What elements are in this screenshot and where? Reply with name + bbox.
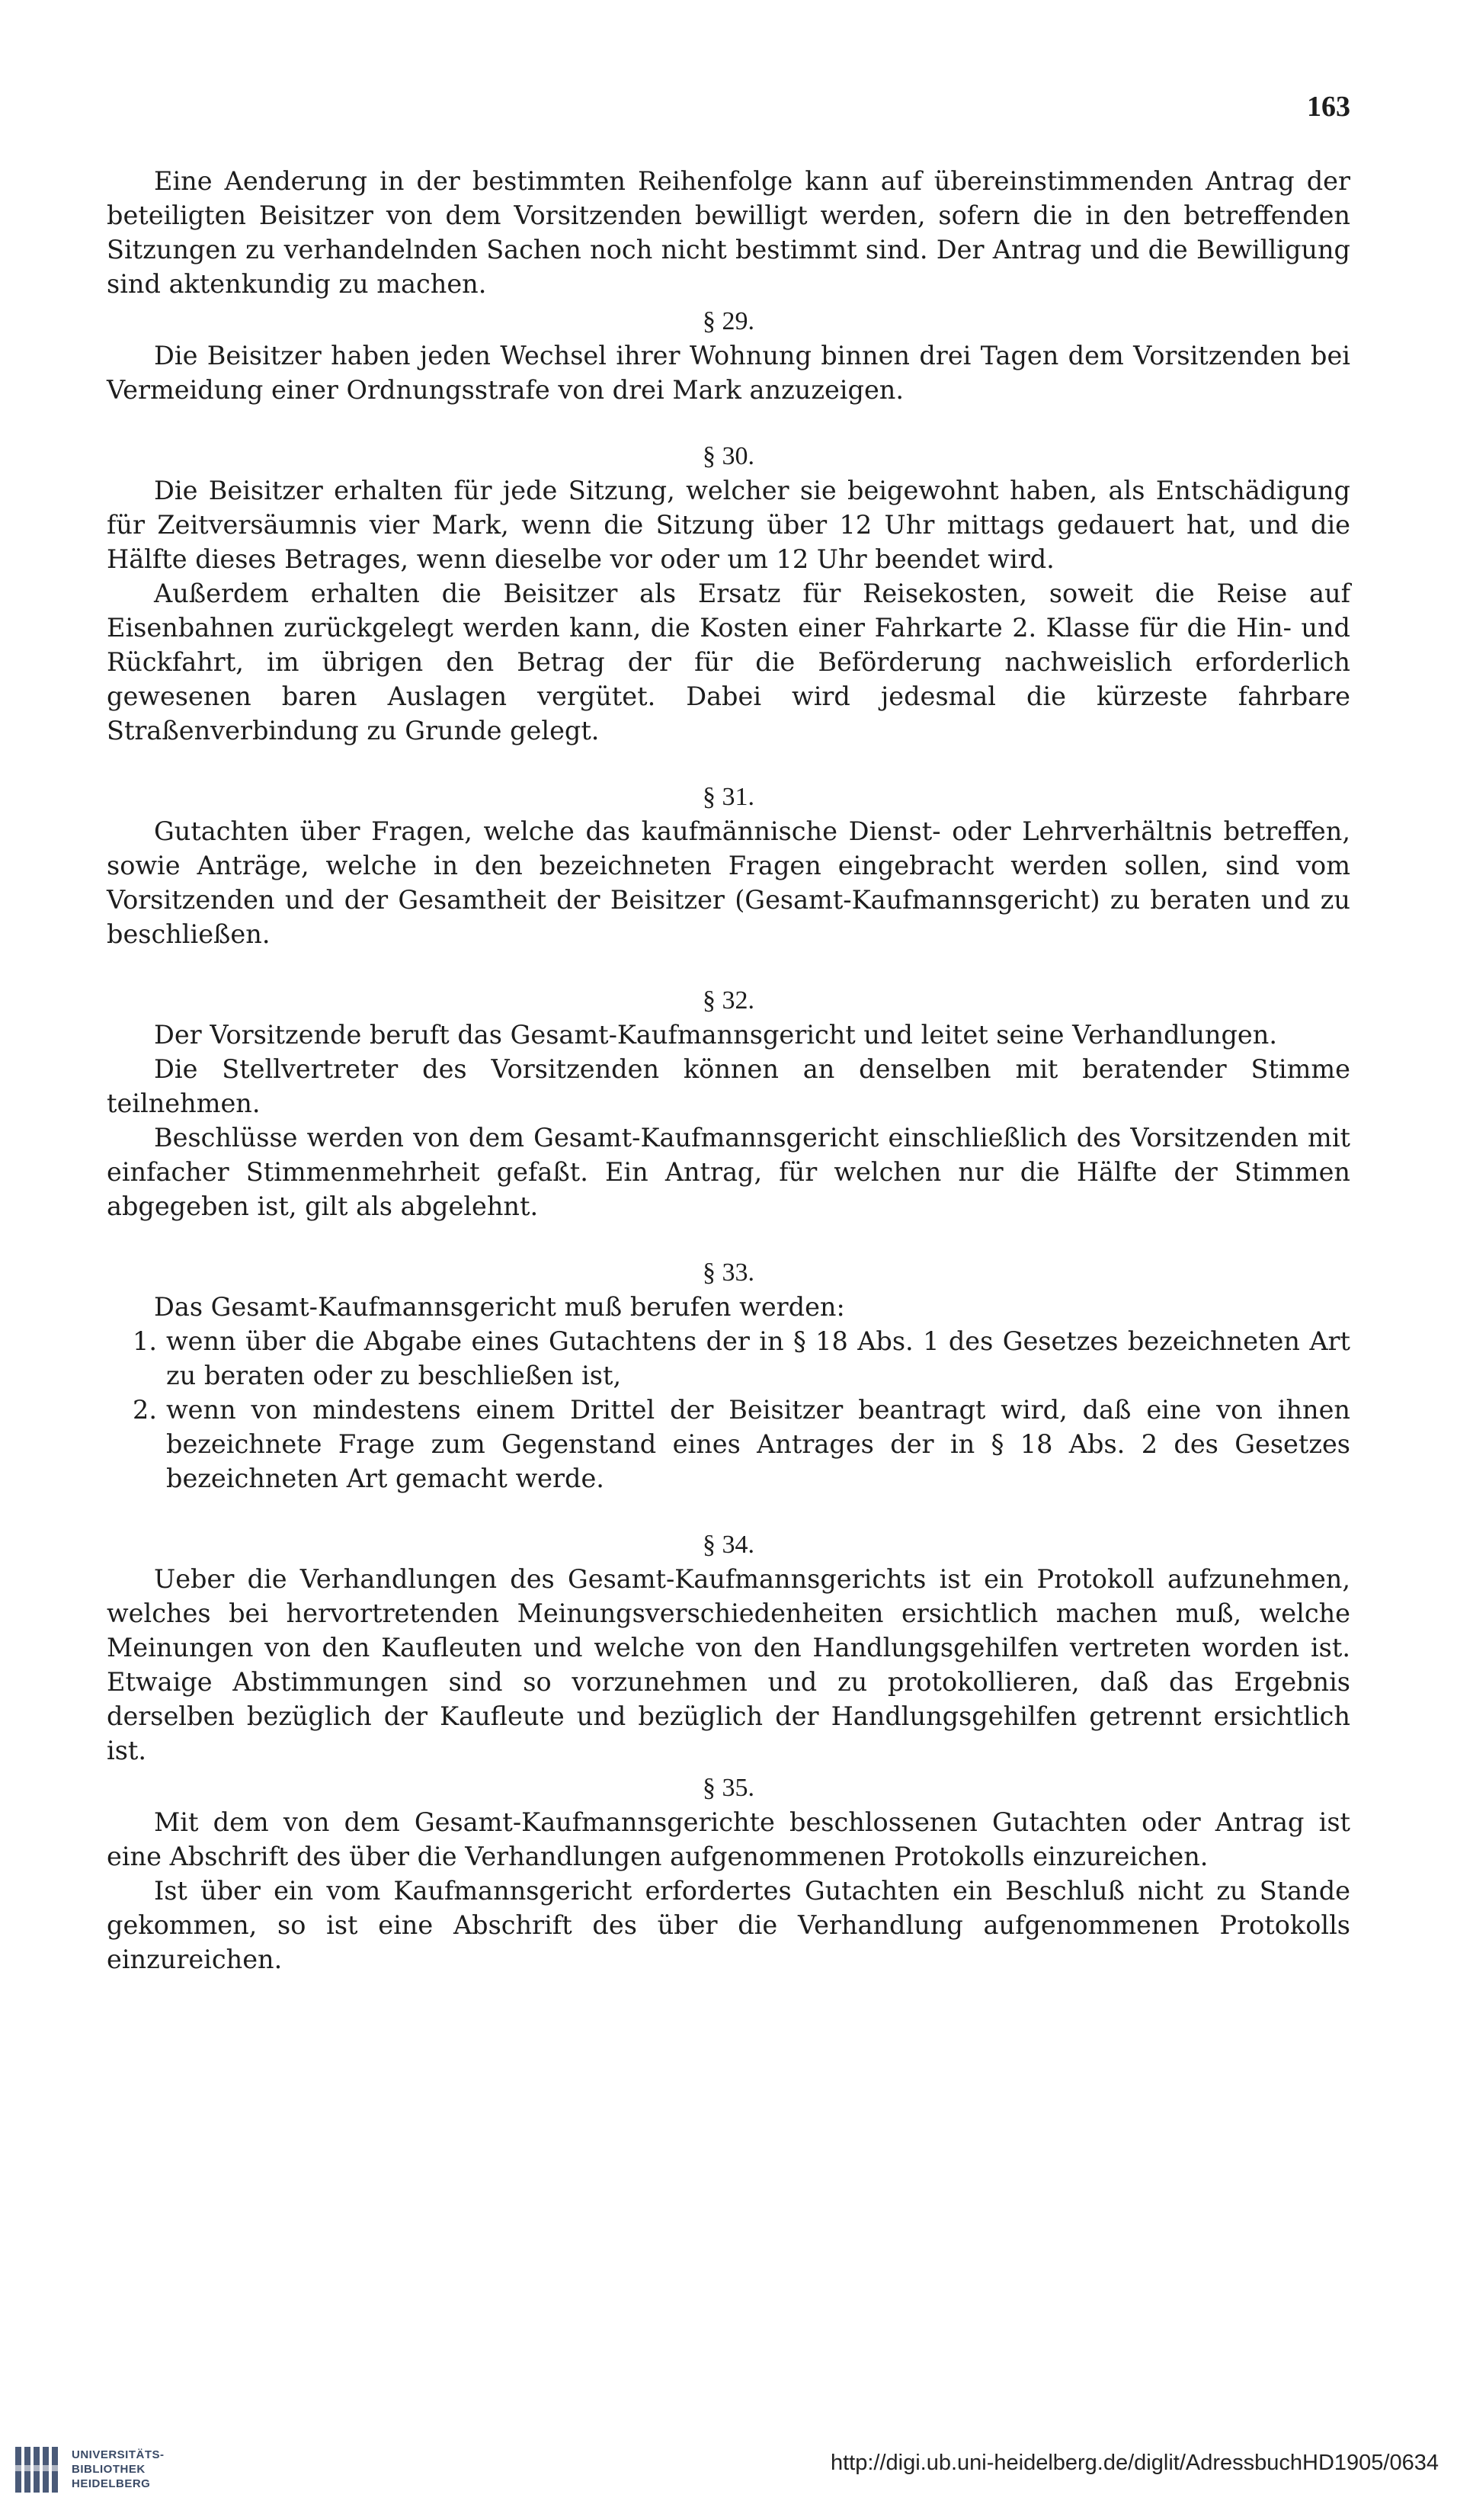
list-item-number: 1. <box>133 1326 157 1356</box>
list-item-number: 2. <box>133 1395 157 1425</box>
section-heading-32: § 32. <box>703 986 754 1015</box>
section-heading-29: § 29. <box>703 307 754 335</box>
body-paragraph: Ueber die Verhandlungen des Gesamt-Kaufmannsgerichts ist ein Protokoll aufzunehmen, welches bei hervortretenden Meinungsverschiedenheiten ersichtlich machen muß, welche Meinungen von den Kaufleuten und welche von den Handlungsgehilfen vertreten worden ist. Etwaige Abstimmungen sind so vorzunehmen und zu protokollieren, daß das Ergebnis derselben bezüglich der Kaufleute und bezüglich der Handlungsgehilfen getrennt ersichtlich ist. <box>107 1564 1350 1765</box>
section-heading-35: § 35. <box>703 1774 754 1802</box>
body-paragraph: Die Beisitzer erhalten für jede Sitzung, welcher sie beigewohnt haben, als Entschädigung für Zeitversäumnis vier Mark, wenn die Sitzung über 12 Uhr mittags gedauert hat, und die Hälfte dieses Betrages, wenn dieselbe vor oder um 12 Uhr beendet wird. <box>107 476 1350 574</box>
document-body <box>107 164 1350 1977</box>
library-logo <box>12 2437 218 2502</box>
section-heading-33: § 33. <box>703 1258 754 1287</box>
numbered-list <box>107 1324 1350 1496</box>
library-logo-text <box>72 2448 165 2491</box>
library-seal-icon <box>12 2442 64 2497</box>
logo-line: HEIDELBERG <box>72 2477 151 2490</box>
list-intro: Das Gesamt-Kaufmannsgericht muß berufen werden: <box>154 1292 845 1322</box>
body-paragraph: Mit dem von dem Gesamt-Kaufmannsgerichte beschlossenen Gutachten oder Antrag ist eine Abschrift des über die Verhandlungen aufgenommenen Protokolls einzureichen. <box>107 1807 1350 1871</box>
section-heading-30: § 30. <box>703 442 754 470</box>
body-paragraph: Gutachten über Fragen, welche das kaufmännische Dienst- oder Lehrverhältnis betreffen, sowie Anträge, welche in den bezeichneten Fragen eingebracht werden sollen, sind vom Vorsitzenden und der Gesamtheit der Beisitzer (Gesamt-Kaufmannsgericht) zu beraten und zu beschließen. <box>107 816 1350 949</box>
list-item-text: wenn über die Abgabe eines Gutachtens der in § 18 Abs. 1 des Gesetzes bezeichneten Art zu beraten oder zu beschließen ist, <box>166 1326 1350 1390</box>
body-paragraph: Ist über ein vom Kaufmannsgericht erfordertes Gutachten ein Beschluß nicht zu Stande gekommen, so ist eine Abschrift des über die Verhandlung aufgenommenen Protokolls einzureichen. <box>107 1876 1350 1974</box>
section-heading-31: § 31. <box>703 783 754 811</box>
source-url-link[interactable]: http://digi.ub.uni-heidelberg.de/diglit/AdressbuchHD1905/0634 <box>830 2451 1439 2475</box>
list-item-text: wenn von mindestens einem Drittel der Beisitzer beantragt wird, daß eine von ihnen bezeichnete Frage zum Gegenstand eines Antrages der in § 18 Abs. 2 des Gesetzes bezeichneten Art gemacht werde. <box>166 1395 1350 1493</box>
page-number: 163 <box>1307 91 1350 123</box>
logo-line: UNIVERSITÄTS- <box>72 2448 165 2461</box>
body-paragraph: Die Stellvertreter des Vorsitzenden können an denselben mit beratender Stimme teilnehmen. <box>107 1054 1350 1118</box>
list-item <box>107 1393 1350 1496</box>
body-paragraph: Eine Aenderung in der bestimmten Reihenfolge kann auf übereinstimmenden Antrag der beteiligten Beisitzer von dem Vorsitzenden bewilligt werden, sofern die in den betreffenden Sitzungen zu verhandelnden Sachen noch nicht bestimmt sind. Der Antrag und die Bewilligung sind aktenkundig zu machen. <box>107 166 1350 299</box>
body-paragraph: Beschlüsse werden von dem Gesamt-Kaufmannsgericht einschließlich des Vorsitzenden mit einfacher Stimmenmehrheit gefaßt. Ein Antrag, für welchen nur die Hälfte der Stimmen abgegeben ist, gilt als abgelehnt. <box>107 1123 1350 1221</box>
page-footer <box>0 2420 1457 2520</box>
list-item <box>107 1324 1350 1393</box>
section-heading-34: § 34. <box>703 1531 754 1559</box>
body-paragraph: Der Vorsitzende beruft das Gesamt-Kaufmannsgericht und leitet seine Verhandlungen. <box>154 1020 1277 1050</box>
logo-line: BIBLIOTHEK <box>72 2463 146 2476</box>
body-paragraph: Die Beisitzer haben jeden Wechsel ihrer Wohnung binnen drei Tagen dem Vorsitzenden bei Vermeidung einer Ordnungsstrafe von drei Mark anzuzeigen. <box>107 341 1350 405</box>
body-paragraph: Außerdem erhalten die Beisitzer als Ersatz für Reisekosten, soweit die Reise auf Eisenbahnen zurückgelegt werden kann, die Kosten einer Fahrkarte 2. Klasse für die Hin- und Rückfahrt, im übrigen den Betrag der für die Beförderung nachweislich erforderlich gewesenen baren Auslagen vergütet. Dabei wird jedesmal die kürzeste fahrbare Straßenverbindung zu Grunde gelegt. <box>107 579 1350 745</box>
